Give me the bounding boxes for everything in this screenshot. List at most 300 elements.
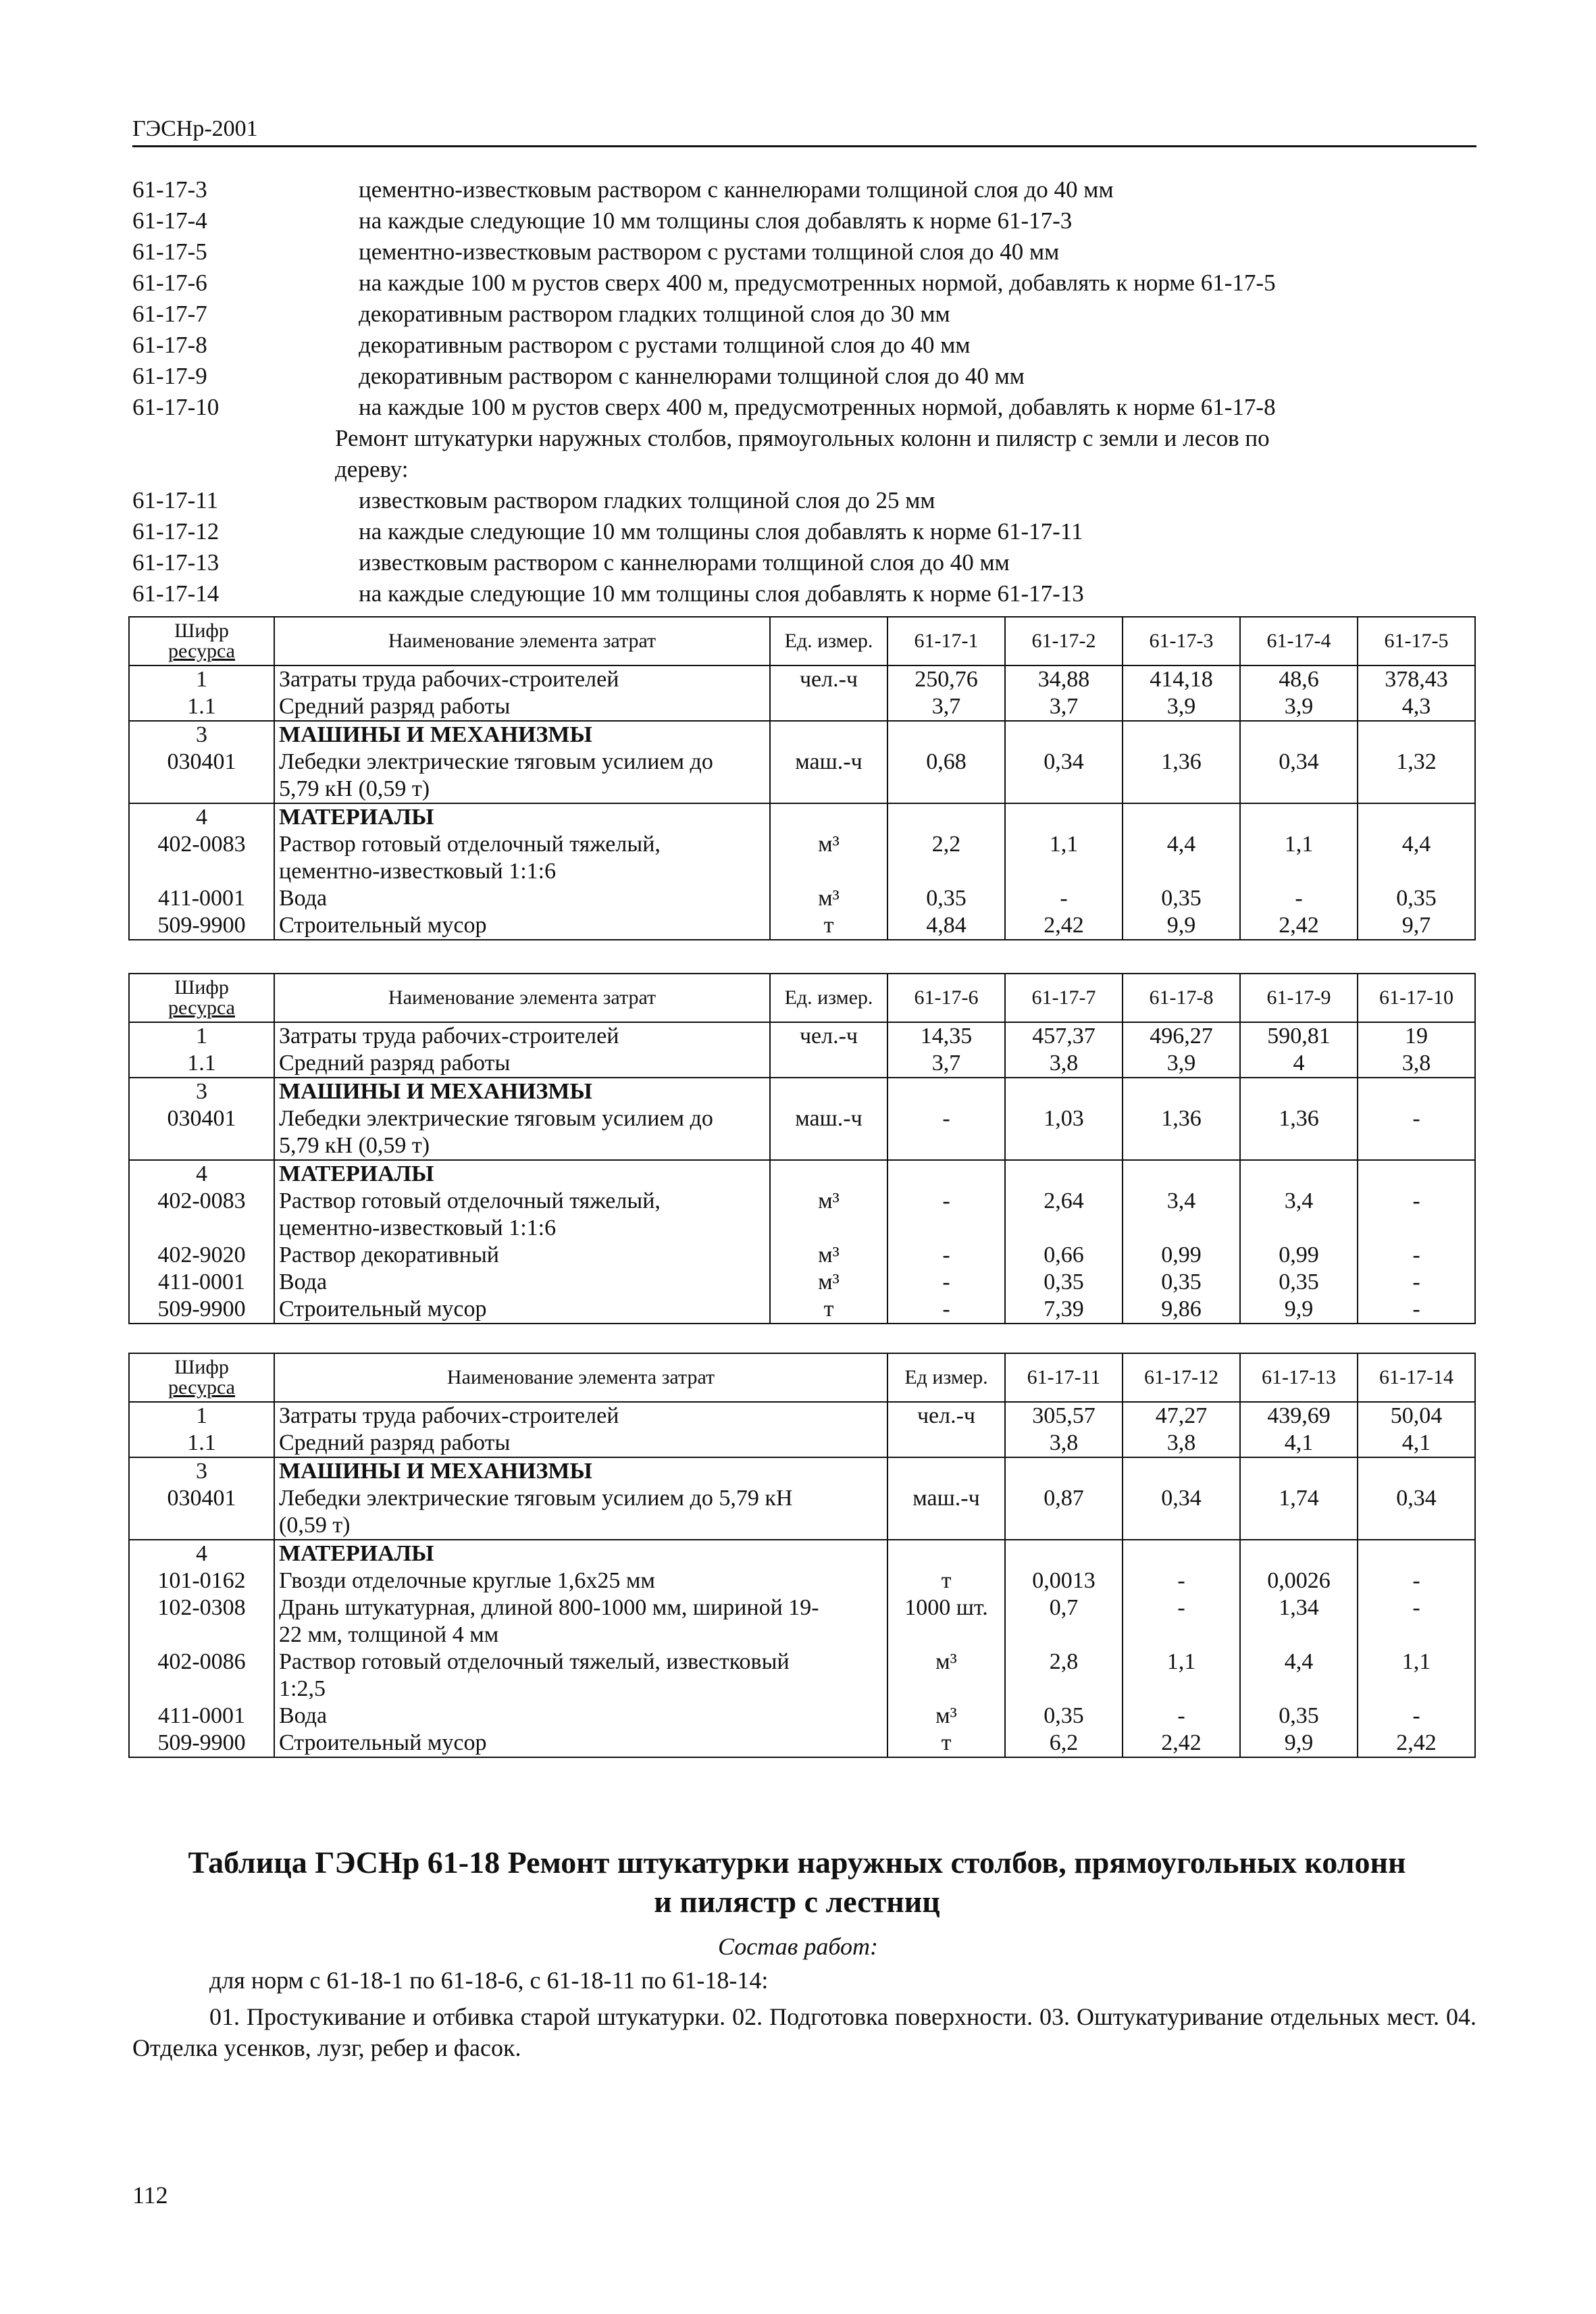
- norm-row: [132, 516, 1483, 547]
- resource-name-line1: МАТЕРИАЛЫ: [279, 1161, 434, 1186]
- header-cipher-line2: ресурса: [168, 997, 235, 1019]
- resource-value: -: [887, 1242, 1005, 1269]
- resource-name-line1: Раствор готовый отделочный тяжелый, известковый: [279, 1649, 790, 1674]
- resource-value: [1005, 1540, 1123, 1567]
- resource-name-line1: МАТЕРИАЛЫ: [279, 1541, 434, 1566]
- resource-value: [1123, 721, 1240, 749]
- resource-unit: м³: [770, 1269, 887, 1296]
- resource-name-line1: Строительный мусор: [279, 1297, 487, 1322]
- norm-row: [132, 236, 1483, 268]
- resource-value: -: [1358, 1296, 1475, 1324]
- resource-value: 3,4: [1240, 1188, 1358, 1242]
- running-header: ГЭСНр-2001: [132, 116, 258, 141]
- resource-value: 3,8: [1005, 1430, 1123, 1457]
- resource-code: 3: [129, 1457, 274, 1485]
- resource-value: [1123, 1078, 1240, 1105]
- resource-value: [1005, 803, 1123, 831]
- resource-value: 0,35: [1240, 1703, 1358, 1730]
- resource-code: 1: [129, 665, 274, 693]
- resource-name: [274, 1703, 887, 1730]
- resource-value: [1005, 1078, 1123, 1105]
- resource-name: [274, 1540, 887, 1567]
- norm-description: цементно-известковым раствором с каннелюрами толщиной слоя до 40 мм: [359, 176, 1114, 203]
- resource-value: -: [887, 1105, 1005, 1160]
- resource-value: 0,35: [1123, 1269, 1240, 1296]
- resource-value: 0,35: [1123, 885, 1240, 912]
- header-norm-code: 61-17-6: [887, 974, 1005, 1022]
- resource-code: 030401: [129, 1485, 274, 1540]
- header-name: Наименование элемента затрат: [274, 617, 770, 665]
- norm-description: известковым раствором с каннелюрами толщиной слоя до 40 мм: [359, 549, 1010, 576]
- norm-code: 61-17-6: [132, 270, 207, 296]
- resource-code: 411-0001: [129, 885, 274, 912]
- resource-name-line1: Вода: [279, 1269, 328, 1294]
- resource-unit: [770, 1050, 887, 1078]
- resource-code: 411-0001: [129, 1703, 274, 1730]
- table-row: [129, 1160, 1475, 1188]
- table-row: [129, 1188, 1475, 1242]
- resource-code: 102-0308: [129, 1594, 274, 1649]
- resource-name-line1: МАШИНЫ И МЕХАНИЗМЫ: [279, 1079, 592, 1104]
- table-row: [129, 1022, 1475, 1050]
- resource-unit: маш.-ч: [887, 1485, 1005, 1540]
- table-header-row: [129, 974, 1475, 1022]
- norm-description: на каждые следующие 10 мм толщины слоя добавлять к норме 61-17-3: [359, 207, 1073, 234]
- section-title: [135, 1843, 1459, 1921]
- resource-value: 1,1: [1358, 1649, 1475, 1703]
- resource-unit: м³: [770, 1188, 887, 1242]
- resource-table-2: [128, 973, 1476, 1324]
- table-row: [129, 693, 1475, 721]
- resource-value: 590,81: [1240, 1022, 1358, 1050]
- header-cipher-line2: ресурса: [168, 640, 235, 662]
- resource-value: 0,0026: [1240, 1567, 1358, 1594]
- resource-value: 4,4: [1240, 1649, 1358, 1703]
- resource-code: 4: [129, 1160, 274, 1188]
- resource-name-line1: Раствор декоративный: [279, 1242, 500, 1267]
- header-norm-code: 61-17-5: [1358, 617, 1475, 665]
- norm-code: 61-17-11: [132, 487, 219, 513]
- resource-value: -: [887, 1188, 1005, 1242]
- table-row: [129, 1703, 1475, 1730]
- resource-value: 2,42: [1123, 1730, 1240, 1757]
- norm-code: 61-17-4: [132, 207, 207, 234]
- resource-value: 0,35: [1358, 885, 1475, 912]
- resource-unit: чел.-ч: [770, 665, 887, 693]
- resource-value: 3,9: [1123, 1050, 1240, 1078]
- table-row: [129, 1242, 1475, 1269]
- resource-value: [1240, 1078, 1358, 1105]
- resource-name-line1: Затраты труда рабочих-строителей: [279, 1403, 619, 1428]
- header-norm-code: 61-17-10: [1358, 974, 1475, 1022]
- norm-code: 61-17-5: [132, 238, 207, 265]
- resource-value: 4,3: [1358, 693, 1475, 721]
- header-cipher-line1: Шифр: [174, 620, 229, 642]
- header-cipher-line2: ресурса: [168, 1376, 235, 1399]
- resource-value: 1,36: [1123, 749, 1240, 803]
- section-title-line1: Таблица ГЭСНр 61-18 Ремонт штукатурки наружных столбов, прямоугольных колонн: [188, 1845, 1406, 1880]
- resource-code: 402-9020: [129, 1242, 274, 1269]
- norm-row: [132, 485, 1483, 516]
- resource-value: 2,42: [1005, 912, 1123, 940]
- norm-code: 61-17-3: [132, 176, 207, 203]
- resource-value: 0,99: [1240, 1242, 1358, 1269]
- resource-value: [1123, 803, 1240, 831]
- resource-value: -: [1123, 1594, 1240, 1649]
- resource-code: 402-0083: [129, 1188, 274, 1242]
- resource-value: 9,7: [1358, 912, 1475, 940]
- resource-value: 0,34: [1123, 1485, 1240, 1540]
- resource-unit: [887, 1430, 1005, 1457]
- header-norm-code: 61-17-2: [1005, 617, 1123, 665]
- resource-name: [274, 1078, 770, 1105]
- resource-value: -: [887, 1269, 1005, 1296]
- resource-name-line1: Затраты труда рабочих-строителей: [279, 1024, 619, 1049]
- resource-value: 457,37: [1005, 1022, 1123, 1050]
- resource-value: 414,18: [1123, 665, 1240, 693]
- header-cipher-line1: Шифр: [174, 976, 229, 999]
- resource-name-line2: (0,59 т): [279, 1513, 351, 1538]
- resource-value: -: [1123, 1567, 1240, 1594]
- resource-name: [274, 693, 770, 721]
- resource-name: [274, 721, 770, 749]
- work-composition-description: 01. Простукивание и отбивка старой штукатурки. 02. Подготовка поверхности. 03. Оштукатуривание отдельных мест. 04. Отделка усенков, лузг, ребер и фасок.: [132, 2003, 1476, 2061]
- resource-value: 0,0013: [1005, 1567, 1123, 1594]
- resource-value: [887, 1160, 1005, 1188]
- resource-value: 19: [1358, 1022, 1475, 1050]
- resource-value: 0,66: [1005, 1242, 1123, 1269]
- table-row: [129, 1430, 1475, 1457]
- norm-description: декоративным раствором с рустами толщиной слоя до 40 мм: [359, 332, 971, 358]
- resource-name: [274, 665, 770, 693]
- norm-row: [132, 578, 1483, 609]
- resource-value: -: [1358, 1703, 1475, 1730]
- resource-name-line2: цементно-известковый 1:1:6: [279, 1215, 557, 1240]
- resource-value: 4,4: [1358, 831, 1475, 885]
- norm-code: 61-17-10: [132, 394, 220, 420]
- header-norm-code: 61-17-4: [1240, 617, 1358, 665]
- resource-value: 3,8: [1123, 1430, 1240, 1457]
- resource-code: 411-0001: [129, 1269, 274, 1296]
- table-row: [129, 1730, 1475, 1757]
- resource-value: -: [1358, 1105, 1475, 1160]
- resource-name: [274, 1485, 887, 1540]
- resource-name-line1: Строительный мусор: [279, 913, 487, 938]
- header-cipher: [129, 1353, 274, 1402]
- resource-value: 0,87: [1005, 1485, 1123, 1540]
- resource-unit: [887, 1540, 1005, 1567]
- resource-value: 0,68: [887, 749, 1005, 803]
- resource-name-line1: Средний разряд работы: [279, 1051, 511, 1076]
- norm-description: на каждые следующие 10 мм толщины слоя добавлять к норме 61-17-13: [359, 580, 1084, 607]
- resource-name: [274, 1567, 887, 1594]
- resource-value: 1,1: [1005, 831, 1123, 885]
- resource-name-line1: Раствор готовый отделочный тяжелый,: [279, 832, 661, 857]
- resource-name: [274, 1457, 887, 1485]
- resource-value: [1358, 1160, 1475, 1188]
- resource-unit: м³: [770, 885, 887, 912]
- resource-name-line1: МАТЕРИАЛЫ: [279, 805, 434, 830]
- resource-value: [1358, 1540, 1475, 1567]
- resource-value: 2,8: [1005, 1649, 1123, 1703]
- header-cipher: [129, 974, 274, 1022]
- resource-value: 4: [1240, 1050, 1358, 1078]
- resource-value: [1240, 1457, 1358, 1485]
- norm-list-group-b: [132, 485, 1483, 609]
- resource-value: [887, 803, 1005, 831]
- resource-value: [1358, 1078, 1475, 1105]
- resource-name-line1: Лебедки электрические тяговым усилием до: [279, 1106, 713, 1131]
- resource-unit: м³: [770, 1242, 887, 1269]
- resource-code: 3: [129, 721, 274, 749]
- header-unit: Ед измер.: [887, 1353, 1005, 1402]
- resource-name: [274, 912, 770, 940]
- resource-table-3: [128, 1353, 1476, 1758]
- resource-name: [274, 831, 770, 885]
- resource-value: [887, 1078, 1005, 1105]
- resource-value: 1,34: [1240, 1594, 1358, 1649]
- resource-value: -: [1240, 885, 1358, 912]
- resource-name: [274, 1730, 887, 1757]
- resource-value: [887, 721, 1005, 749]
- resource-name: [274, 1105, 770, 1160]
- table-row: [129, 885, 1475, 912]
- table-row: [129, 721, 1475, 749]
- resource-value: 496,27: [1123, 1022, 1240, 1050]
- resource-value: 9,9: [1240, 1296, 1358, 1324]
- resource-name-line1: Гвозди отделочные круглые 1,6х25 мм: [279, 1568, 655, 1593]
- table-row: [129, 1296, 1475, 1324]
- norm-description: декоративным раствором гладких толщиной слоя до 30 мм: [359, 301, 950, 327]
- resource-name: [274, 1402, 887, 1430]
- table-row: [129, 1485, 1475, 1540]
- norm-code: 61-17-14: [132, 580, 220, 607]
- resource-code: 4: [129, 1540, 274, 1567]
- resource-value: [1240, 1160, 1358, 1188]
- table-row: [129, 1457, 1475, 1485]
- table-row: [129, 1269, 1475, 1296]
- resource-value: 3,9: [1240, 693, 1358, 721]
- resource-name: [274, 885, 770, 912]
- resource-code: 509-9900: [129, 912, 274, 940]
- table-header-row: [129, 1353, 1475, 1402]
- resource-value: 378,43: [1358, 665, 1475, 693]
- resource-value: -: [1005, 885, 1123, 912]
- header-norm-code: 61-17-14: [1358, 1353, 1475, 1402]
- resource-name: [274, 1160, 770, 1188]
- resource-value: 2,64: [1005, 1188, 1123, 1242]
- resource-value: 250,76: [887, 665, 1005, 693]
- resource-value: 4,1: [1240, 1430, 1358, 1457]
- resource-value: -: [1358, 1242, 1475, 1269]
- norm-row: [132, 330, 1483, 361]
- table-row: [129, 831, 1475, 885]
- page-number: 112: [132, 2182, 168, 2209]
- resource-code: 3: [129, 1078, 274, 1105]
- resource-code: 509-9900: [129, 1296, 274, 1324]
- resource-value: 1,1: [1240, 831, 1358, 885]
- resource-value: 4,4: [1123, 831, 1240, 885]
- resource-value: 3,7: [887, 1050, 1005, 1078]
- resource-code: 1.1: [129, 1050, 274, 1078]
- header-name: Наименование элемента затрат: [274, 974, 770, 1022]
- resource-value: 48,6: [1240, 665, 1358, 693]
- header-norm-code: 61-17-3: [1123, 617, 1240, 665]
- resource-value: 47,27: [1123, 1402, 1240, 1430]
- resource-name: [274, 1296, 770, 1324]
- resource-value: -: [1358, 1594, 1475, 1649]
- resource-value: 9,9: [1240, 1730, 1358, 1757]
- resource-value: 2,2: [887, 831, 1005, 885]
- resource-unit: т: [770, 912, 887, 940]
- resource-value: [1123, 1160, 1240, 1188]
- resource-name-line1: Строительный мусор: [279, 1730, 487, 1755]
- norm-list: [132, 174, 1483, 609]
- norm-description: на каждые 100 м рустов сверх 400 м, предусмотренных нормой, добавлять к норме 61-17-5: [359, 270, 1276, 296]
- resource-value: [1123, 1457, 1240, 1485]
- resource-value: 1,74: [1240, 1485, 1358, 1540]
- resource-value: 0,99: [1123, 1242, 1240, 1269]
- resource-name-line1: Вода: [279, 1703, 328, 1728]
- resource-unit: м³: [887, 1703, 1005, 1730]
- resource-name: [274, 1022, 770, 1050]
- work-composition-norms: для норм с 61-18-1 по 61-18-6, с 61-18-11 по 61-18-14:: [209, 1967, 769, 1994]
- resource-unit: [770, 1078, 887, 1105]
- resource-name: [274, 1269, 770, 1296]
- table-header-row: [129, 617, 1475, 665]
- table-row: [129, 1567, 1475, 1594]
- resource-unit: маш.-ч: [770, 749, 887, 803]
- resource-value: 2,42: [1358, 1730, 1475, 1757]
- resource-value: 6,2: [1005, 1730, 1123, 1757]
- resource-value: [1005, 1457, 1123, 1485]
- header-norm-code: 61-17-11: [1005, 1353, 1123, 1402]
- resource-unit: т: [887, 1567, 1005, 1594]
- resource-name-line1: Затраты труда рабочих-строителей: [279, 667, 619, 692]
- resource-value: 0,35: [887, 885, 1005, 912]
- resource-value: -: [1358, 1269, 1475, 1296]
- norm-row: [132, 268, 1483, 299]
- resource-code: 402-0083: [129, 831, 274, 885]
- resource-value: 0,34: [1005, 749, 1123, 803]
- resource-name-line2: 1:2,5: [279, 1676, 326, 1701]
- resource-value: -: [1123, 1703, 1240, 1730]
- table-row: [129, 1594, 1475, 1649]
- resource-code: 1.1: [129, 693, 274, 721]
- resource-code: 402-0086: [129, 1649, 274, 1703]
- table-row: [129, 1540, 1475, 1567]
- resource-name-line2: цементно-известковый 1:1:6: [279, 859, 557, 884]
- resource-value: -: [1358, 1567, 1475, 1594]
- resource-value: 0,35: [1005, 1703, 1123, 1730]
- norm-code: 61-17-12: [132, 518, 220, 545]
- resource-value: 9,9: [1123, 912, 1240, 940]
- table-row: [129, 665, 1475, 693]
- norm-row: [132, 205, 1483, 236]
- resource-value: [1123, 1540, 1240, 1567]
- resource-code: 030401: [129, 1105, 274, 1160]
- header-unit: Ед. измер.: [770, 617, 887, 665]
- table-row: [129, 1078, 1475, 1105]
- resource-code: 1: [129, 1402, 274, 1430]
- header-cipher-line1: Шифр: [174, 1356, 229, 1378]
- table-row: [129, 1105, 1475, 1160]
- resource-value: 0,34: [1240, 749, 1358, 803]
- table-row: [129, 912, 1475, 940]
- norm-description: декоративным раствором с каннелюрами толщиной слоя до 40 мм: [359, 363, 1025, 389]
- resource-value: 1,03: [1005, 1105, 1123, 1160]
- resource-value: 3,8: [1358, 1050, 1475, 1078]
- header-norm-code: 61-17-13: [1240, 1353, 1358, 1402]
- resource-value: 4,84: [887, 912, 1005, 940]
- resource-value: 3,9: [1123, 693, 1240, 721]
- resource-name-line1: Средний разряд работы: [279, 1430, 511, 1455]
- table-row: [129, 1402, 1475, 1430]
- resource-name-line1: Дрань штукатурная, длиной 800-1000 мм, шириной 19-: [279, 1595, 819, 1620]
- norm-description: известковым раствором гладких толщиной слоя до 25 мм: [359, 487, 935, 513]
- resource-name: [274, 1430, 887, 1457]
- resource-value: [1358, 1457, 1475, 1485]
- header-cipher: [129, 617, 274, 665]
- resource-value: [1240, 1540, 1358, 1567]
- resource-unit: [770, 721, 887, 749]
- resource-value: [1005, 721, 1123, 749]
- resource-unit: [770, 1160, 887, 1188]
- resource-value: 9,86: [1123, 1296, 1240, 1324]
- header-norm-code: 61-17-12: [1123, 1353, 1240, 1402]
- resource-unit: [770, 803, 887, 831]
- resource-unit: т: [887, 1730, 1005, 1757]
- resource-unit: [770, 693, 887, 721]
- resource-name-line1: Средний разряд работы: [279, 694, 511, 719]
- resource-value: -: [887, 1296, 1005, 1324]
- resource-code: 1: [129, 1022, 274, 1050]
- resource-name: [274, 1050, 770, 1078]
- resource-name: [274, 1242, 770, 1269]
- table-row: [129, 1649, 1475, 1703]
- table-row: [129, 803, 1475, 831]
- resource-value: 0,35: [1005, 1269, 1123, 1296]
- norm-group-heading: [132, 423, 1483, 485]
- resource-name-line1: МАШИНЫ И МЕХАНИЗМЫ: [279, 722, 592, 747]
- resource-value: 3,8: [1005, 1050, 1123, 1078]
- resource-name-line1: МАШИНЫ И МЕХАНИЗМЫ: [279, 1459, 592, 1484]
- resource-unit: м³: [887, 1649, 1005, 1703]
- resource-name-line1: Раствор готовый отделочный тяжелый,: [279, 1188, 661, 1213]
- resource-value: 3,7: [1005, 693, 1123, 721]
- norm-row: [132, 361, 1483, 392]
- resource-name-line1: Лебедки электрические тяговым усилием до 5,79 кН: [279, 1486, 793, 1511]
- header-norm-code: 61-17-7: [1005, 974, 1123, 1022]
- norm-code: 61-17-13: [132, 549, 220, 576]
- table-row: [129, 749, 1475, 803]
- resource-code: 101-0162: [129, 1567, 274, 1594]
- resource-name: [274, 803, 770, 831]
- header-rule: [132, 145, 1476, 147]
- resource-code: 030401: [129, 749, 274, 803]
- norm-row: [132, 547, 1483, 578]
- resource-value: 2,42: [1240, 912, 1358, 940]
- resource-name: [274, 1594, 887, 1649]
- resource-value: [1005, 1160, 1123, 1188]
- resource-value: [1358, 803, 1475, 831]
- resource-unit: чел.-ч: [887, 1402, 1005, 1430]
- resource-name-line1: Лебедки электрические тяговым усилием до: [279, 749, 713, 774]
- norm-row: [132, 174, 1483, 205]
- resource-name: [274, 749, 770, 803]
- resource-name-line2: 5,79 кН (0,59 т): [279, 776, 430, 801]
- resource-value: 7,39: [1005, 1296, 1123, 1324]
